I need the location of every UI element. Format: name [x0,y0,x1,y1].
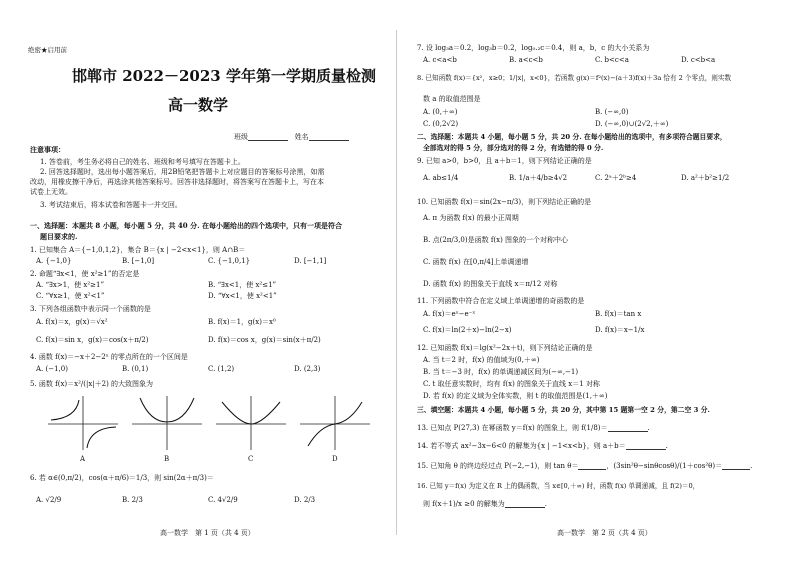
exam-title: 邯郸市 2022－2023 学年第一学期质量检测 [72,67,376,85]
section1-heading-cont: 题目要求的. [40,232,78,241]
note-1: 1. 答卷前，考生务必将自己的姓名、班级和考号填写在答题卡上。 [40,158,245,166]
question-10: 10. 已知函数 f(x)＝sin(2x−π/3)，则下列结论正确的是 [417,198,592,206]
q2-option-d: D. “∀x<1，使 x²<1” [208,292,277,300]
name-label: 姓名 [294,133,309,141]
note-2-cont: 改动，用橡皮擦干净后，再选涂其他答案标号。回答非选择题时，将答案写在答题卡上，写在本 [30,178,324,186]
class-label: 班级 [234,133,248,141]
question-2: 2. 命题“∃x<1，使 x²≥1”的否定是 [30,270,140,278]
q10-option-a: A. π 为函数 f(x) 的最小正周期 [423,214,519,222]
q3-option-c: C. f(x)＝sin x，g(x)＝cos(x＋π/2) [36,336,149,344]
question-3: 3. 下列各组函数中表示同一个函数的是 [30,305,151,313]
q11-option-b: B. f(x)＝tan x [595,310,642,318]
q4-option-c: C. (1,2) [208,365,235,373]
question-14: 14. 若不等式 ax²−3x−6<0 的解集为{x | −1<x<b}，则 a＋b＝ . [417,442,668,450]
q13-blank [608,425,648,432]
q7-option-a: A. c<a<b [423,56,457,64]
q4-option-d: D. (2,3) [294,365,321,373]
q2-option-c: C. “∀x≥1，使 x²<1” [36,292,105,300]
q12-option-c: C. t 取任意实数时，均有 f(x) 的图象关于直线 x＝1 对称 [423,380,600,388]
section1-heading: 一、选择题：本题共 8 小题，每小题 5 分，共 40 分. 在每小题给出的四个选项中，只有一项是符合 [30,221,342,230]
q10-option-d: D. 函数 f(x) 的图象关于直线 x＝π/12 对称 [423,280,558,288]
class-field [234,133,349,141]
q12-option-d: D. 若 f(x) 的定义域为全体实数，则 t 的取值范围是(1,＋∞) [423,392,608,400]
question-1: 1. 已知集合 A＝{−1,0,1,2}，集合 B＝{x | −2<x<1}，则 A∩B＝ [30,246,246,254]
q12-option-a: A. 当 t＝2 时，f(x) 的值域为(0,＋∞) [423,356,540,364]
question-5: 5. 函数 f(x)＝x²/(|x|＋2) 的大致图象为 [30,380,154,388]
question-16-cont: 则 f(x＋1)/x ≥0 的解集为 . [423,500,547,508]
q14-blank [626,443,666,450]
notes-title: 注意事项： [30,145,65,154]
q11-option-a: A. f(x)＝eˣ−e⁻ˣ [423,310,476,318]
q1-option-b: B. [−1,0] [122,257,155,265]
q10-option-b: B. 点(2π/3,0)是函数 f(x) 图象的一个对称中心 [423,236,569,244]
note-2-cont2: 试卷上无效。 [30,188,72,196]
graph-option-a [46,394,120,452]
q8-option-b: B. (−∞,0) [595,108,629,116]
q10-option-c: C. 函数 f(x) 在[0,π/4]上单调递增 [423,258,529,266]
page-footer-2: 高一数学 第 2 页（共 4 页） [557,529,652,537]
name-blank [309,134,349,141]
graph-option-d [298,394,372,452]
question-7: 7. 设 log₃a＝0.2，log₃b＝0.2，log₀.₂c＝0.4，则 a，b，c 的大小关系为 [417,44,650,52]
q2-option-a: A. “∃x>1，使 x²≥1” [36,281,105,289]
question-13: 13. 已知点 P(27,3) 在幂函数 y＝f(x) 的图象上，则 f(1/8)＝ . [417,424,650,432]
graph-label-b: B [164,455,170,463]
q16-blank [505,501,545,508]
q6-option-a: A. √2/9 [36,496,62,504]
question-6: 6. 若 α∈(0,π/2)，cos(α＋π/6)＝1/3，则 sin(2α＋π/3)＝ [30,474,214,482]
q8-option-c: C. (0,2√2) [423,120,459,128]
q1-option-d: D. [−1,1] [294,257,327,265]
q12-option-b: B. 当 t＝−3 时，f(x) 的单调递减区间为(−∞,−1) [423,368,579,376]
secret-label: 绝密★启用前 [28,46,67,54]
q1-option-c: C. {−1,0,1} [208,257,251,265]
q6-option-c: C. 4√2/9 [208,496,238,504]
graph-label-d: D [332,455,338,463]
question-14-text: 14. 若不等式 ax²−3x−6<0 的解集为{x | −1<x<b}，则 a＋b＝ [417,442,626,450]
question-12: 12. 已知函数 f(x)＝lg(x²−2x＋t)，则下列结论正确的是 [417,344,593,352]
graph-option-b [130,394,204,452]
graph-option-c [214,394,288,452]
q2-option-b: B. “∃x<1，使 x²≤1” [208,281,277,289]
question-15-text-b: ，(3sin²θ−sinθcosθ)/(1＋cos²θ)＝ [606,462,723,470]
q9-option-a: A. ab≤1/4 [423,174,459,182]
q6-option-d: D. 2/3 [294,496,316,504]
page-footer-1: 高一数学 第 1 页（共 4 页） [160,529,255,537]
question-15-text: 15. 已知角 θ 的终边经过点 P(−2,−1)，则 tan θ＝ [417,462,579,470]
question-9: 9. 已知 a>0，b>0，且 a＋b＝1，则下列结论正确的是 [417,157,592,165]
q8-option-d: D. (−∞,0)∪(2√2,＋∞) [595,120,669,128]
class-blank [248,134,288,141]
q4-option-b: B. (0,1) [122,365,149,373]
q1-option-a: A. {−1,0} [36,257,72,265]
q9-option-c: C. 2ᵃ＋2ᵇ≥4 [595,174,637,182]
q15-blank-1 [578,463,606,470]
q15-blank-2 [722,463,750,470]
question-8: 8. 已知函数 f(x)＝{x²，x≥0；1/|x|，x<0}，若函数 g(x)＝f²(x)−(a＋3)f(x)＋3a 恰有 2 个零点，则实数 [417,74,732,82]
q9-option-b: B. 1/a＋4/b≥4√2 [509,174,568,182]
graph-label-c: C [248,455,254,463]
q7-option-d: D. c<b<a [681,56,716,64]
question-8-cont: 数 a 的取值范围是 [423,95,481,103]
question-16: 16. 已知 y＝f(x) 为定义在 R 上的偶函数，当 x∈[0,＋∞) 时，函数 f(x) 单调递减，且 f(2)＝0， [417,482,700,490]
exam-subject: 高一数学 [168,96,229,114]
question-4: 4. 函数 f(x)＝−x＋2−2ˣ 的零点所在的一个区间是 [30,353,188,361]
question-15: 15. 已知角 θ 的终边经过点 P(−2,−1)，则 tan θ＝ ，(3sin²θ−sinθcosθ)/(1＋cos²θ)＝ . [417,462,753,470]
question-16-text-b: 则 f(x＋1)/x ≥0 的解集为 [423,500,505,508]
note-3: 3. 考试结束后，将本试卷和答题卡一并交回。 [40,201,182,209]
q3-option-a: A. f(x)＝x，g(x)＝√x² [36,318,108,326]
q11-option-d: D. f(x)＝x−1/x [595,326,645,334]
q9-option-d: D. a²＋b²≥1/2 [681,174,730,182]
q8-option-a: A. (0,＋∞) [423,108,458,116]
q7-option-c: C. b<c<a [595,56,629,64]
q3-option-b: B. f(x)＝1，g(x)＝x⁰ [208,318,276,326]
q11-option-c: C. f(x)＝ln(2＋x)−ln(2−x) [423,326,512,334]
exam-page-2 [397,0,794,562]
section3-heading: 三、填空题：本题共 4 小题，每小题 5 分，共 20 分，其中第 15 题第一空 2 分，第二空 3 分. [417,406,710,414]
question-13-text: 13. 已知点 P(27,3) 在幂函数 y＝f(x) 的图象上，则 f(1/8)＝ [417,424,608,432]
q3-option-d: D. f(x)＝cos x，g(x)＝sin(x＋π/2) [208,336,321,344]
q6-option-b: B. 2/3 [122,496,143,504]
q4-option-a: A. (−1,0) [36,365,68,373]
section2-heading: 二、选择题：本题共 4 小题，每小题 5 分，共 20 分. 在每小题给出的选项中，有多项符合题目要求， [417,133,727,141]
question-11: 11. 下列函数中符合在定义域上单调递增的奇函数的是 [417,297,585,305]
q7-option-b: B. a<c<b [509,56,543,64]
graph-label-a: A [80,455,86,463]
note-2: 2. 回答选择题时，选出每小题答案后，用2B铅笔把答题卡上对应题目的答案标号涂黑，如需 [40,168,325,176]
section2-heading-cont: 全部选对的得 5 分，部分选对的得 2 分，有选错的得 0 分. [423,144,604,152]
